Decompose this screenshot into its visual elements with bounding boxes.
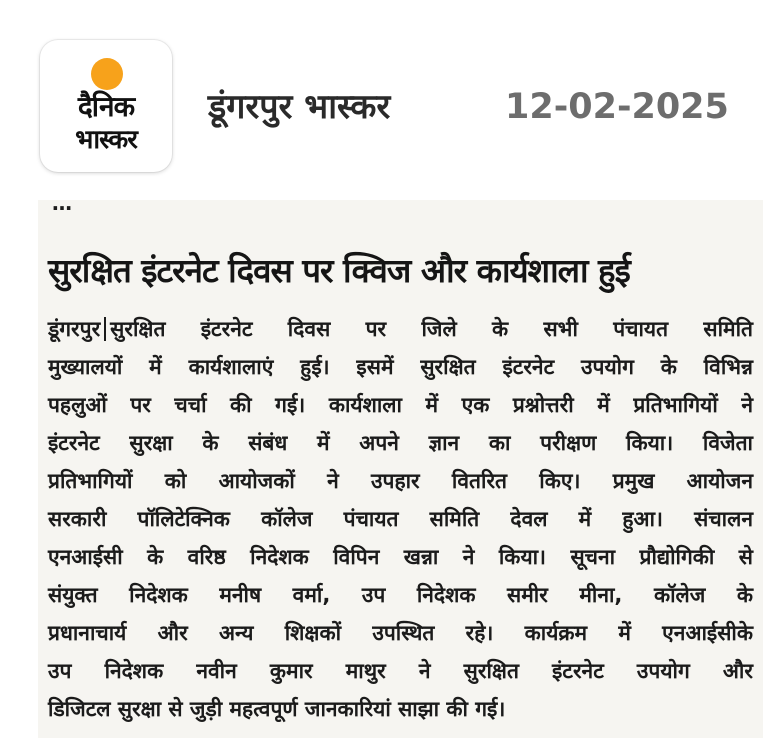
edition-title: डूंगरपुर भास्कर bbox=[208, 87, 391, 127]
sun-icon bbox=[91, 58, 123, 90]
article-line: उप निदेशक नवीन कुमार माथुर ने सुरक्षित इंटरनेट उपयोग और bbox=[48, 659, 753, 683]
article-line: सरकारी पॉलिटेक्निक कॉलेज पंचायत समिति देवल में हुआ। संचालन bbox=[48, 507, 753, 531]
article-line: डूंगरपुर सुरक्षित इंटरनेट दिवस पर जिले के सभी पंचायत समिति bbox=[48, 317, 753, 341]
article-dateline: डूंगरपुर bbox=[48, 317, 106, 341]
app-header bbox=[0, 0, 763, 200]
previous-article-cutoff: … bbox=[52, 200, 72, 215]
logo-text-bhaskar: भास्कर bbox=[75, 125, 137, 155]
article-headline: सुरक्षित इंटरनेट दिवस पर क्विज और कार्यशाला हुई bbox=[48, 251, 630, 290]
logo-text-dainik: दैनिक bbox=[77, 90, 135, 123]
article-line: इंटरनेट सुरक्षा के संबंध में अपने ज्ञान का परीक्षण किया। विजेता bbox=[48, 431, 753, 455]
article-body bbox=[48, 310, 753, 728]
article-line: प्रधानाचार्य और अन्य शिक्षकों उपस्थित रहे। कार्यक्रम में एनआईसीके bbox=[48, 621, 753, 645]
article-line: मुख्यालयों में कार्यशालाएं हुई। इसमें सुरक्षित इंटरनेट उपयोग के विभिन्न bbox=[48, 355, 753, 379]
article-line: एनआईसी के वरिष्ठ निदेशक विपिन खन्ना ने किया। सूचना प्रौद्योगिकी से bbox=[48, 545, 753, 569]
article-line: पहलुओं पर चर्चा की गई। कार्यशाला में एक प्रश्नोत्तरी में प्रतिभागियों ने bbox=[48, 393, 753, 417]
article-line: संयुक्त निदेशक मनीष वर्मा, उप निदेशक समीर मीना, कॉलेज के bbox=[48, 583, 753, 607]
article-line: डिजिटल सुरक्षा से जुड़ी महत्वपूर्ण जानकारियां साझा की गई। bbox=[48, 697, 506, 721]
edition-date: 12-02-2025 bbox=[505, 87, 729, 127]
newspaper-clipping bbox=[38, 200, 763, 738]
article-line: प्रतिभागियों को आयोजकों ने उपहार वितरित किए। प्रमुख आयोजन bbox=[48, 469, 753, 493]
dainik-bhaskar-logo[interactable] bbox=[40, 40, 172, 172]
